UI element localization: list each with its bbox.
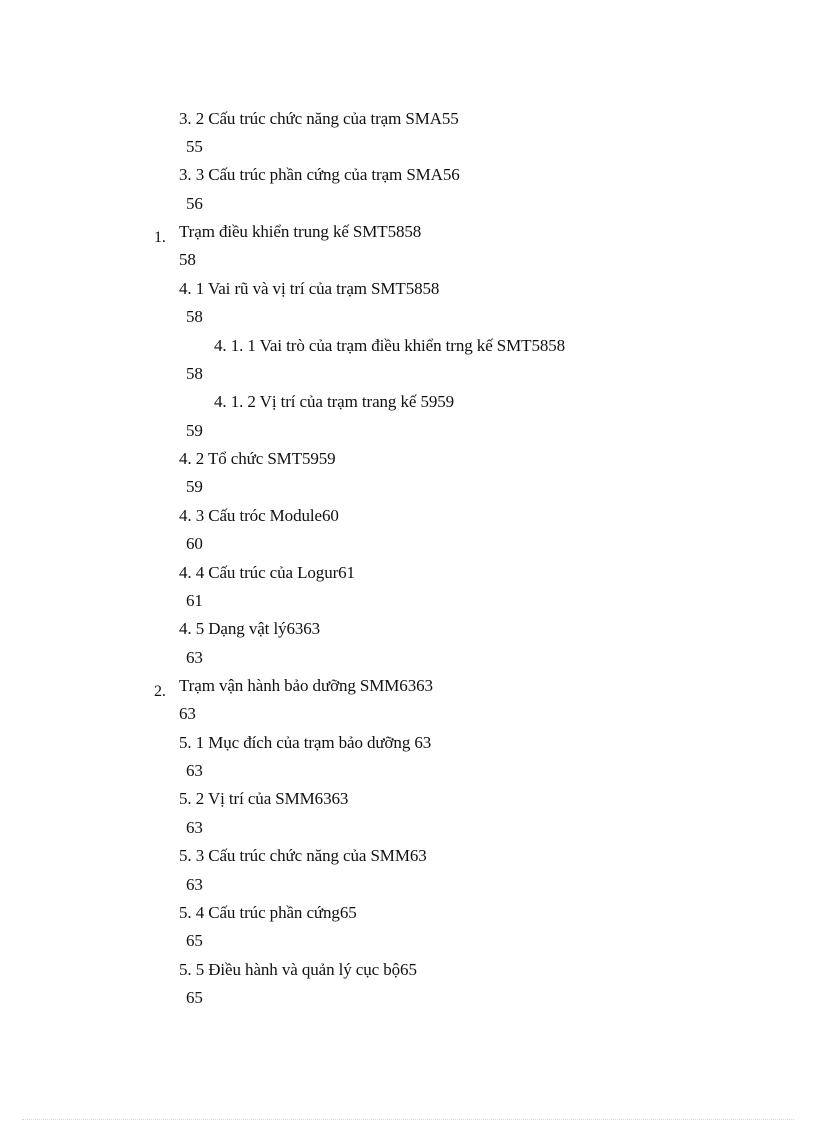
toc-entry: 4. 2 Tổ chức SMT5959 (179, 449, 336, 468)
toc-page-number: 58 (186, 364, 203, 383)
toc-page-number: 60 (186, 534, 203, 553)
toc-entry: 3. 3 Cấu trúc phần cứng của trạm SMA56 (179, 165, 460, 184)
toc-entry: 5. 4 Cấu trúc phần cứng65 (179, 903, 357, 922)
toc-entry: 5. 3 Cấu trúc chức năng của SMM63 (179, 846, 427, 865)
toc-entry: 4. 3 Cấu tróc Module60 (179, 506, 339, 525)
toc-page-number: 58 (179, 250, 196, 269)
toc-page-number: 63 (179, 704, 196, 723)
toc-page-number: 55 (186, 137, 203, 156)
toc-entry: 5. 1 Mục đích của trạm bảo dưỡng 63 (179, 733, 432, 752)
toc-page-number: 63 (186, 818, 203, 837)
toc-entry: 5. 5 Điều hành và quản lý cục bộ65 (179, 960, 417, 979)
toc-entry: 4. 1. 1 Vai trò của trạm điều khiển trng kế SMT5858 (214, 336, 566, 355)
toc-page-number: 59 (186, 477, 203, 496)
toc-page-number: 56 (186, 194, 203, 213)
toc-entry: 5. 2 Vị trí của SMM6363 (179, 789, 349, 808)
toc-entry: Trạm điều khiển trung kế SMT5858 (179, 222, 422, 241)
toc-entry: 4. 5 Dạng vật lý6363 (179, 619, 321, 638)
toc-page-number: 63 (186, 648, 203, 667)
toc-page-number: 59 (186, 421, 203, 440)
page-edge-divider (22, 1119, 794, 1120)
toc-page-number: 65 (186, 988, 203, 1007)
toc-page-number: 58 (186, 307, 203, 326)
toc-list-marker: 2. (154, 683, 166, 700)
toc-page-number: 65 (186, 931, 203, 950)
toc-entry: Trạm vận hành bảo dưỡng SMM6363 (179, 676, 433, 695)
toc-page-number: 61 (186, 591, 203, 610)
toc-list-marker: 1. (154, 229, 166, 246)
toc-entry: 4. 1 Vai rũ và vị trí của trạm SMT5858 (179, 279, 440, 298)
toc-page-number: 63 (186, 875, 203, 894)
toc-entry: 3. 2 Cấu trúc chức năng của trạm SMA55 (179, 109, 459, 128)
toc-page-number: 63 (186, 761, 203, 780)
toc-entry: 4. 1. 2 Vị trí của trạm trang kế 5959 (214, 392, 455, 411)
toc-entry: 4. 4 Cấu trúc của Logur61 (179, 563, 355, 582)
